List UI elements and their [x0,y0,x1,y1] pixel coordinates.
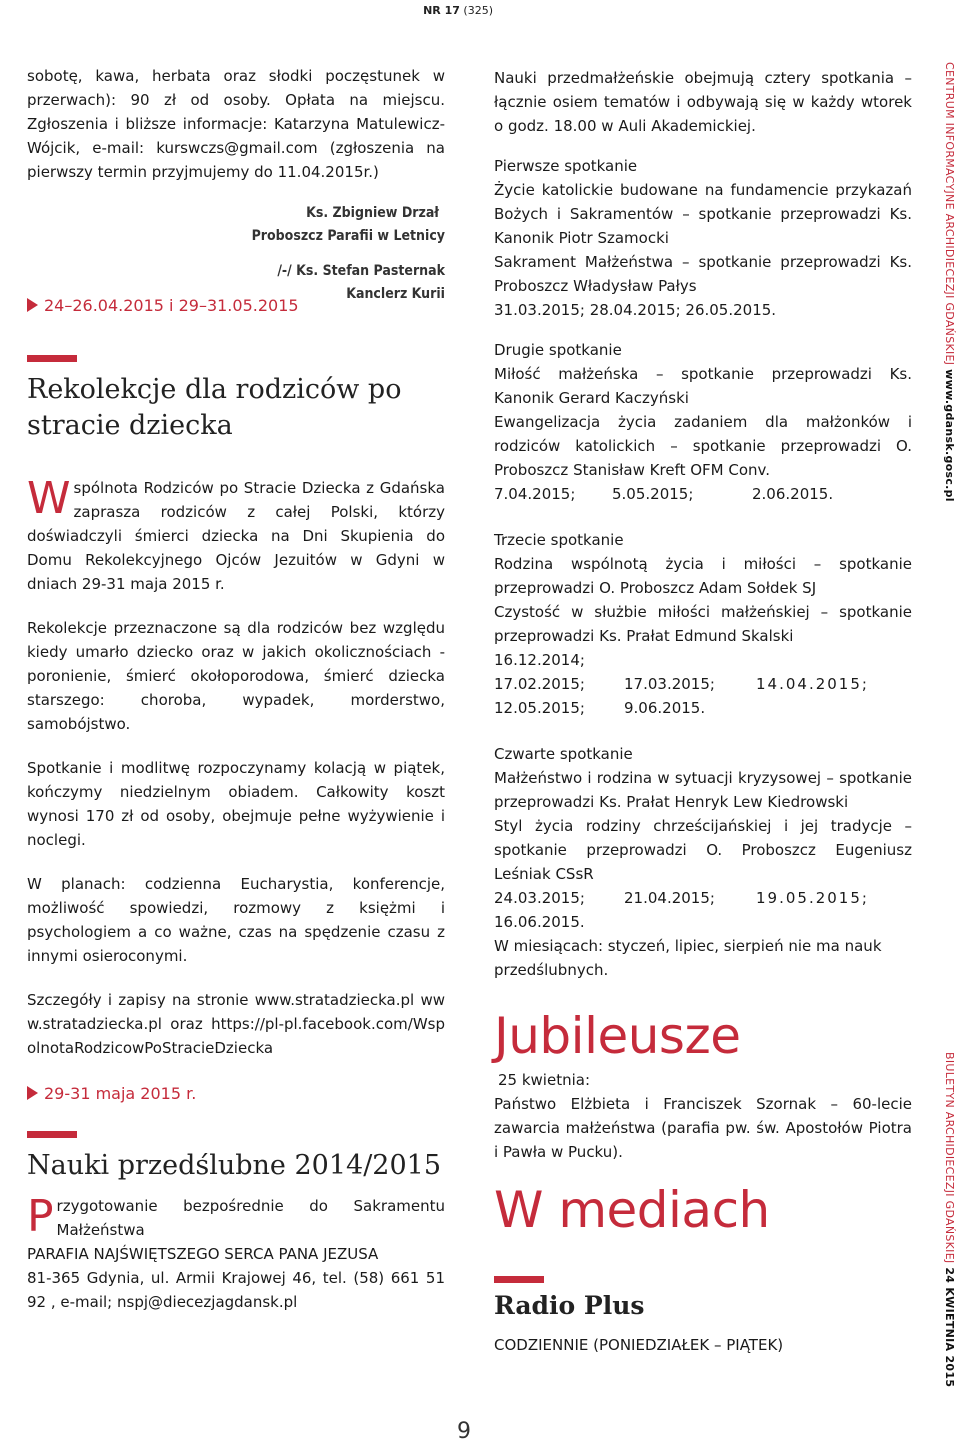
meeting-2-title: Drugie spotkanie [494,341,622,359]
meeting-2-topic-a: Miłość małżeńska – spotkanie przeprowadzi Ks. Kanonik Gerard Kaczyński [494,365,912,407]
meeting-4-dates [494,886,912,910]
meeting-4-title: Czwarte spotkanie [494,745,633,763]
side-banner-top [943,62,956,502]
meeting-1-topic-a: Życie katolickie budowane na fundamencie przykazań Bożych i Sakramentów – spotkanie przeprowadzi Ks. Kanonik Piotr Szamocki [494,181,912,247]
side-banner-bottom [943,1052,956,1387]
nauki-dropcap: P [27,1191,54,1242]
rekolekcje-intro [27,473,445,596]
signature-drzal-name: Ks. Zbigniew Drzał [306,205,439,221]
section-marker [27,355,77,362]
arrow-right-icon [27,298,38,312]
meeting-1-dates: 31.03.2015; 28.04.2015; 26.05.2015. [494,301,777,319]
jubileusze-text: Państwo Elżbieta i Franciszek Szornak – 60-lecie zawarcia małżeństwa (parafia pw. św. Apostołów Piotra i Pawła w Pucku). [494,1095,912,1161]
rekolekcje-p2: Rekolekcje przeznaczone są dla rodziców bez względu kiedy umarło dziecko oraz w jakich okolicznościach - poronienie, śmierć okołoporodowa, śmierć dziecka starszego: choroba, wypadek, morderstwo, samobójstwo. [27,619,445,733]
page-number: 9 [457,1419,471,1444]
media-title: W mediach [494,1181,770,1239]
side-banner-bottom-date: 24 KWIETNIA 2015 [943,1267,956,1388]
nauki-p2: PARAFIA NAJŚWIĘTSZEGO SERCA PANA JEZUSA [27,1245,379,1263]
radio-plus-title: Radio Plus [494,1291,645,1320]
rekolekcje-p3: Spotkanie i modlitwę rozpoczynamy kolacją w piątek, kończymy niedzielnym obiadem. Całkowity koszt wynosi 170 zł od osoby, obejmuje pełne wyżywienie i noclegi. [27,759,445,849]
meeting-1-title: Pierwsze spotkanie [494,157,638,175]
meeting-1-topic-b: Sakrament Małżeństwa – spotkanie przeprowadzi Ks. Proboszcz Władysław Pałys [494,253,912,295]
meeting-3-topic-a: Rodzina wspólnotą życia i miłości – spotkanie przeprowadzi O. Proboszcz Adam Sołdek SJ [494,555,912,597]
meeting-4-date: 24.03.2015; [494,889,585,907]
meeting-4-date: 19.05.2015; [756,889,869,907]
nauki-p3: 81-365 Gdynia, ul. Armii Krajowej 46, tel. (58) 661 51 92 , e-mail; nspj@diecezjagdansk.pl [27,1269,445,1311]
meeting-2-date: 2.06.2015. [752,485,834,503]
section-marker [27,1131,77,1138]
nauki-p1: rzygotowanie bezpośrednie do Sakramentu Małżeństwa [56,1197,445,1239]
side-banner-bottom-text: BIULETYN ARCHIDIECEZJI GDAŃSKIEJ [943,1052,956,1268]
meeting-2-date: 5.05.2015; [612,485,694,503]
rekolekcje-title: Rekolekcje dla rodziców po stracie dziecka [27,374,402,441]
meeting-3-topic-b: Czystość w służbie miłości małżeńskiej – spotkanie przeprowadzi Ks. Prałat Edmund Skalski [494,603,912,645]
issue-number-bold: NR 17 [423,4,460,17]
meeting-3-date: 17.03.2015; [624,675,715,693]
meeting-2-date: 7.04.2015; [494,485,576,503]
meeting-4-topic-a: Małżeństwo i rodzina w sytuacji kryzysowej – spotkanie przeprowadzi Ks. Prałat Henryk Lew Kiedrowski [494,769,912,811]
event-date-text: 24–26.04.2015 i 29–31.05.2015 [44,296,299,315]
meeting-2-topic-b: Ewangelizacja życia zadaniem dla małżonków i rodziców katolickich – spotkanie przeprowadzi O. Proboszcz Stanisław Kreft OFM Conv. [494,413,912,479]
meeting-4-date: 16.06.2015. [494,913,585,931]
meeting-3-dates-row2 [494,696,912,720]
arrow-right-icon [27,1086,38,1100]
right-column [494,66,912,1357]
side-banner-top-url: www.gdansk.gosc.pl [943,369,956,502]
meeting-3-date: 12.05.2015; [494,699,585,717]
nauki-intro [27,1191,445,1242]
meeting-4-date: 21.04.2015; [624,889,715,907]
event-date-text: 29-31 maja 2015 r. [44,1084,197,1103]
side-banner-top-text: CENTRUM INFORMACYJNE ARCHIDIECEZJI GDAŃSKIEJ [943,62,956,370]
rekolekcje-dropcap: W [27,473,71,524]
continued-text: sobotę, kawa, herbata oraz słodki poczęstunek w przerwach): 90 zł od osoby. Opłata na miejscu. Zgłoszenia i bliższe informacje: Katarzyna Matulewicz-Wójcik, e-mail: kurswczs@gmail.com (zgłoszenia na pierwszy termin przyjmujemy do 11.04.2015r.) [27,67,445,181]
meeting-2-dates [494,482,912,506]
meeting-3-title: Trzecie spotkanie [494,531,624,549]
meeting-3-date: 16.12.2014; [494,651,585,669]
radio-plus-schedule: CODZIENNIE (PONIEDZIAŁEK – PIĄTEK) [494,1336,784,1354]
meeting-4-note: W miesiącach: styczeń, lipiec, sierpień nie ma nauk przedślubnych. [494,937,882,979]
rekolekcje-p1: spólnota Rodziców po Stracie Dziecka z Gdańska zaprasza rodziców z całej Polski, którzy doświadczyli śmierci dziecka na Dni Skupienia do Domu Rekolekcyjnego Ojców Jezuitów w Gdyni w dniach 29-31 maja 2015 r. [27,479,445,593]
signature-drzal [27,202,445,248]
jubileusze-title: Jubileusze [494,1007,741,1065]
issue-number-rest: (325) [459,4,493,17]
meeting-3-date: 17.02.2015; [494,675,585,693]
signature-pasternak-role: Kanclerz Kurii [346,286,445,302]
signature-pasternak-name: /-/ Ks. Stefan Pasternak [277,263,445,279]
nauki-intro-text: Nauki przedmałżeńskie obejmują cztery spotkania – łącznie osiem tematów i odbywają się w każdy wtorek o godz. 18.00 w Auli Akademickiej. [494,69,912,135]
meeting-4-topic-b: Styl życia rodziny chrześcijańskiej i jej tradycje – spotkanie przeprowadzi O. Proboszcz Eugeniusz Leśniak CSsR [494,817,912,883]
signature-drzal-role: Proboszcz Parafii w Letnicy [251,228,445,244]
meeting-3-date: 14.04.2015; [756,675,869,693]
meeting-3-date: 9.06.2015. [624,699,706,717]
event-date-rekolekcje-gdynia [27,1084,445,1103]
rekolekcje-p5: Szczegóły i zapisy na stronie www.stratadziecka.pl www.stratadziecka.pl oraz https://pl-pl.facebook.com/WspolnotaRodzicowPoStracieDziecka [27,991,445,1057]
meeting-3-dates-row1 [494,672,912,696]
issue-number [423,4,493,17]
jubileusze-date: 25 kwietnia: [498,1071,591,1089]
section-marker [494,1276,544,1283]
left-column [27,64,445,1314]
nauki-title: Nauki przedślubne 2014/2015 [27,1150,442,1181]
rekolekcje-p4: W planach: codzienna Eucharystia, konferencje, możliwość spowiedzi, rozmowy z księżmi i psychologiem a co ważne, czas na spędzenie czasu z innymi osieroconymi. [27,875,445,965]
